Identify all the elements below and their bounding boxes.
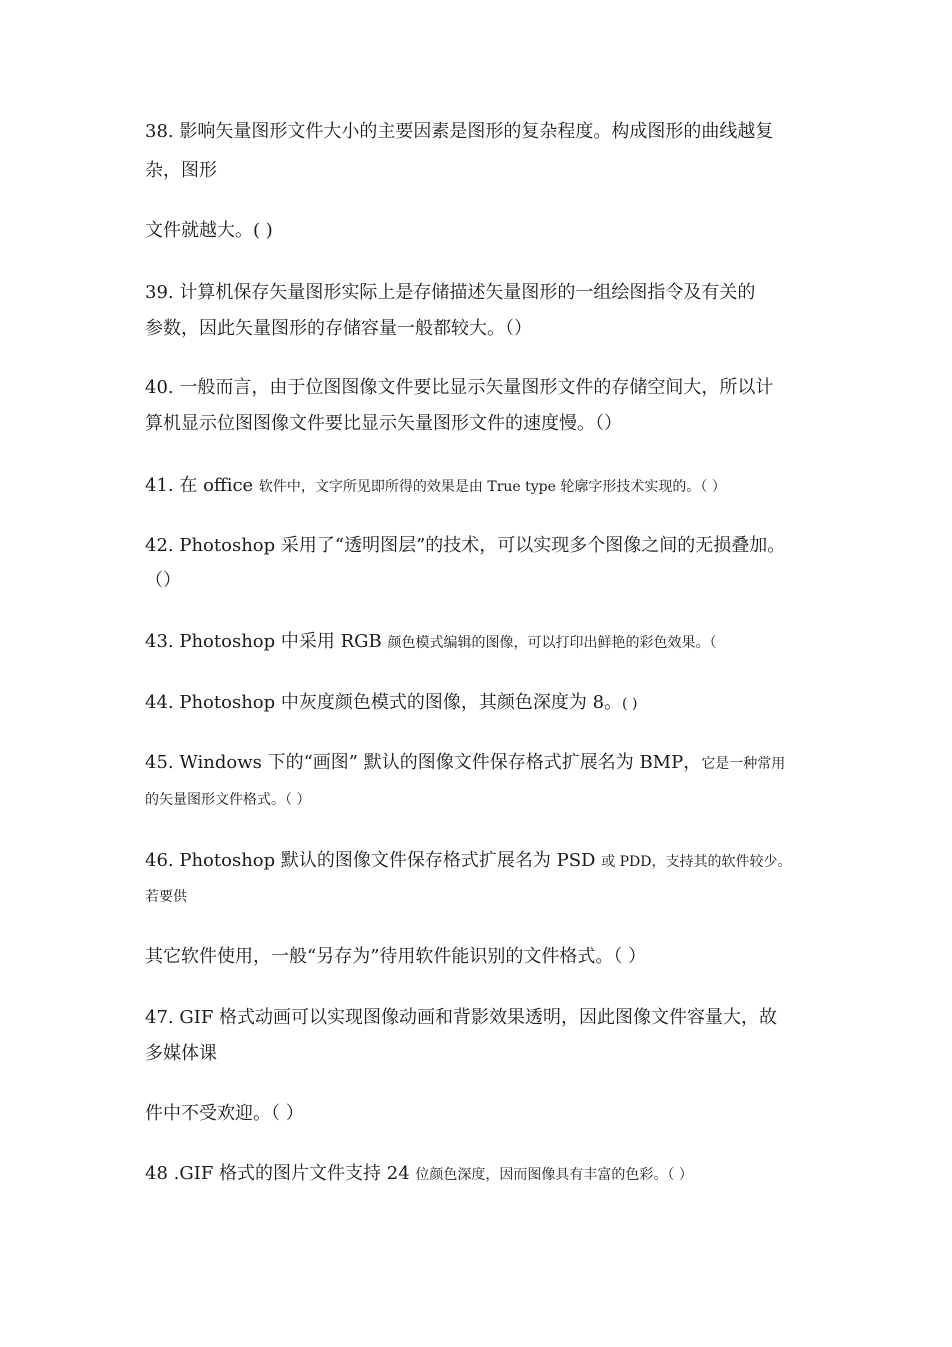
q38-line-1: 38. 影响矢量图形文件大小的主要因素是图形的复杂程度。构成图形的曲线越复	[145, 121, 774, 142]
q47-line-2: 多媒体课	[145, 1043, 217, 1064]
q47-line-1: 47. GIF 格式动画可以实现图像动画和背影效果透明，因此图像文件容量大，故	[145, 1007, 778, 1028]
q40-line-1: 40. 一般而言，由于位图图像文件要比显示矢量图形文件的存储空间大，所以计	[145, 377, 774, 398]
q39-line-2: 参数，因此矢量图形的存储容量一般都较大。（）	[145, 318, 532, 339]
q45-line-1	[145, 751, 785, 776]
q42-line-2: （）	[145, 570, 181, 591]
q44-line	[145, 691, 637, 716]
q41-part-1: 41. 在 office	[145, 475, 259, 496]
q45-line-2: 的矢量图形文件格式。（ ）	[145, 792, 311, 808]
q47-line-3: 件中不受欢迎。（ ）	[145, 1103, 304, 1124]
q41-line	[145, 474, 726, 499]
q44-part-2: ( )	[622, 696, 638, 712]
q48-part-2: 位颜色深度，因而图像具有丰富的色彩。（ ）	[415, 1167, 693, 1183]
q39-line-1: 39. 计算机保存矢量图形实际上是存储描述矢量图形的一组绘图指令及有关的	[145, 282, 756, 303]
q38-line-2: 杂，图形	[145, 160, 217, 181]
q43-part-2: 颜色模式编辑的图像，可以打印出鲜艳的彩色效果。（	[387, 635, 717, 651]
q48-line	[145, 1162, 693, 1187]
q43-line	[145, 630, 716, 655]
q45-part-2: 它是一种常用	[701, 756, 786, 772]
q45-part-1: 45. Windows 下的“画图” 默认的图像文件保存格式扩展名为 BMP，	[145, 752, 702, 773]
q38-line-3: 文件就越大。( )	[145, 220, 273, 241]
q46-line-3: 其它软件使用，一般“另存为”待用软件能识别的文件格式。（ ）	[145, 946, 647, 967]
q43-part-1: 43. Photoshop 中采用 RGB	[145, 631, 388, 652]
q46-line-1	[145, 849, 792, 874]
q41-part-2: 软件中，文字所见即所得的效果是由 True type 轮廓字形技术实现的。（ ）	[258, 479, 726, 495]
q42-line-1: 42. Photoshop 采用了“透明图层”的技术，可以实现多个图像之间的无损叠加。	[145, 535, 786, 556]
q46-line-2: 若要供	[145, 889, 187, 905]
q48-part-1: 48 .GIF 格式的图片文件支持 24	[145, 1163, 416, 1184]
q44-part-1: 44. Photoshop 中灰度颜色模式的图像，其颜色深度为 8。	[145, 692, 623, 713]
q46-part-2: 或 PDD，支持其的软件较少。	[601, 854, 792, 870]
q46-part-1: 46. Photoshop 默认的图像文件保存格式扩展名为 PSD	[145, 850, 602, 871]
q40-line-2: 算机显示位图图像文件要比显示矢量图形文件的速度慢。（）	[145, 413, 622, 434]
